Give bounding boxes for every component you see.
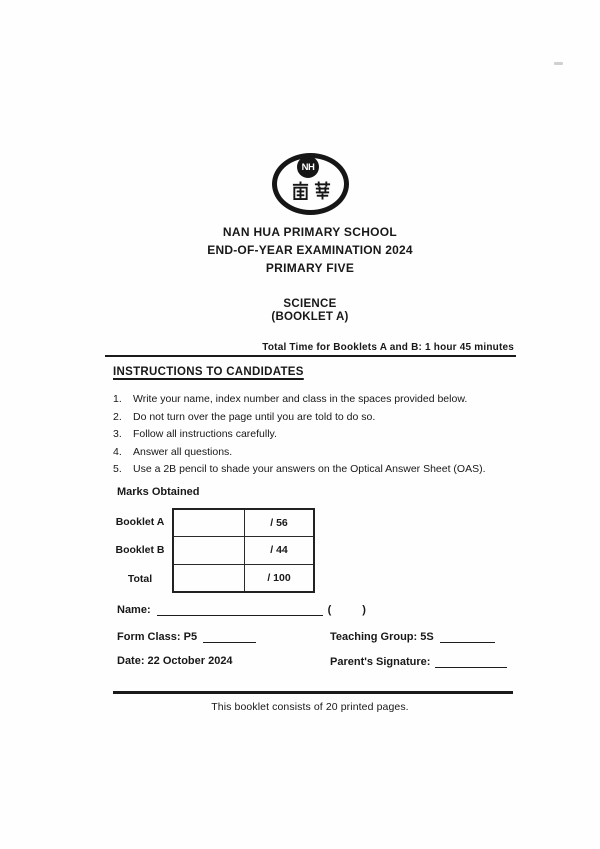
instruction-item [113, 446, 517, 459]
instruction-number: 4. [113, 445, 122, 458]
name-blank-line [157, 603, 323, 616]
name-field-row [117, 603, 366, 616]
instruction-text: Do not turn over the page until you are told to do so. [133, 410, 376, 423]
form-class-blank-line [203, 630, 256, 643]
subject-title: SCIENCE [283, 298, 337, 310]
name-label: Name: [117, 604, 151, 616]
booklet-b-max-cell: / 44 [270, 544, 288, 557]
table-row [174, 510, 313, 537]
instructions-heading: INSTRUCTIONS TO CANDIDATES [113, 366, 304, 378]
index-paren-close: ) [362, 604, 366, 616]
marks-table [172, 508, 315, 593]
bottom-rule-line [113, 691, 513, 694]
booklet-b-label: Booklet B [115, 544, 165, 557]
teaching-group-label: Teaching Group: 5S [330, 631, 434, 643]
parent-signature-label: Parent's Signature: [330, 656, 431, 668]
parent-signature-row [330, 655, 507, 668]
date-row [117, 655, 233, 667]
booklet-b-score-cell [174, 537, 245, 563]
total-max-cell: / 100 [267, 571, 291, 584]
instruction-text: Write your name, index number and class in the spaces provided below. [133, 393, 468, 405]
logo-chinese-characters [288, 181, 334, 200]
teaching-group-blank-line [440, 630, 495, 643]
table-row [174, 565, 313, 591]
chinese-char-hua [313, 181, 332, 200]
booklet-title: (BOOKLET A) [271, 311, 349, 323]
instruction-text: Use a 2B pencil to shade your answers on the Optical Answer Sheet (OAS). [133, 463, 486, 475]
booklet-a-score-cell [174, 510, 245, 536]
school-name: NAN HUA PRIMARY SCHOOL [222, 225, 398, 239]
booklet-a-label: Booklet A [115, 516, 165, 529]
level-title: PRIMARY FIVE [265, 261, 355, 275]
scan-artifact [554, 62, 563, 65]
instruction-number: 3. [113, 428, 122, 440]
form-class-label: Form Class: P5 [117, 631, 198, 643]
instruction-text: Answer all questions. [133, 445, 233, 458]
index-paren-open: ( [327, 604, 332, 616]
total-score-cell [174, 565, 245, 591]
instructions-list [113, 393, 517, 481]
school-logo-initials: NH [297, 156, 319, 178]
instruction-number: 2. [113, 410, 122, 423]
instruction-item [113, 428, 517, 441]
booklet-a-max-cell: / 56 [270, 517, 288, 530]
parent-signature-blank-line [435, 655, 507, 668]
instruction-text: Follow all instructions carefully. [133, 428, 277, 440]
date-label: Date: 22 October 2024 [117, 655, 233, 667]
instruction-item [113, 393, 517, 406]
total-label: Total [127, 572, 153, 585]
chinese-char-nan [291, 181, 310, 200]
form-class-row [117, 630, 256, 643]
exam-title: END-OF-YEAR EXAMINATION 2024 [207, 243, 413, 257]
page-count-note: This booklet consists of 20 printed pages. [211, 701, 409, 713]
instruction-item [113, 411, 517, 424]
instruction-number: 5. [113, 463, 122, 475]
total-time-note: Total Time for Booklets A and B: 1 hour 45 minutes [105, 342, 516, 357]
marks-obtained-heading: Marks Obtained [117, 486, 200, 498]
instruction-item [113, 463, 517, 476]
teaching-group-row [330, 630, 495, 643]
table-row [174, 537, 313, 564]
marks-row-labels [110, 508, 170, 593]
instruction-number: 1. [113, 393, 122, 405]
